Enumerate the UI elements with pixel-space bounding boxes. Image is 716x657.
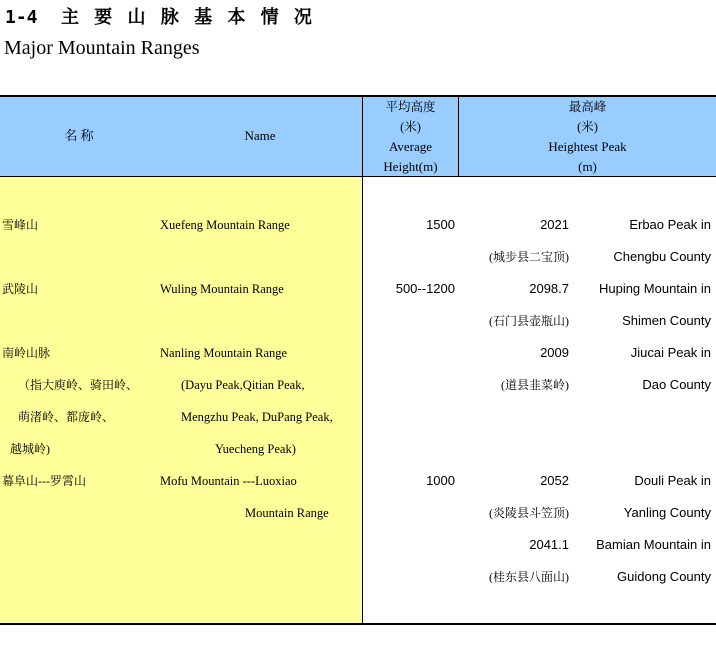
cell-peak-location-cn: (道县韭菜岭): [501, 378, 569, 392]
table-number: 1-4: [5, 7, 38, 28]
cell-peak-name-en: Huping Mountain in: [598, 281, 711, 296]
cell-name-cn: 越城岭): [10, 442, 50, 456]
header-average-height-unit-cn: (米): [400, 120, 421, 134]
header-name-en: Name: [244, 128, 276, 143]
table-line: [0, 273, 716, 305]
table-row: [0, 465, 716, 593]
table-line: [0, 369, 716, 401]
cell-name-en: Nanling Mountain Range: [160, 346, 288, 360]
cell-peak-name-en: Douli Peak in: [634, 473, 711, 488]
header-average-height: [363, 97, 458, 177]
table-line: [0, 497, 716, 529]
cell-name-cn: 南岭山脉: [2, 346, 51, 360]
header-average-height-en: Average: [388, 139, 433, 154]
cell-average-height: 500--1200: [395, 281, 455, 296]
table-body: [0, 209, 716, 593]
cell-peak-height: 2041.1: [529, 537, 569, 552]
cell-name-en: Yuecheng Peak): [215, 442, 296, 456]
cell-peak-location-cn: (桂东县八面山): [489, 570, 569, 584]
cell-peak-height: 2021: [540, 217, 569, 232]
cell-peak-height: 2098.7: [529, 281, 569, 296]
table-line: [0, 209, 716, 241]
cell-peak-name-en: Chengbu County: [613, 249, 711, 264]
cell-peak-height: 2052: [540, 473, 569, 488]
cell-average-height: 1000: [426, 473, 455, 488]
header-highest-peak-unit-en: (m): [578, 159, 597, 174]
cell-peak-location-cn: (炎陵县斗笠顶): [489, 506, 569, 520]
cell-name-cn: 幕阜山---罗霄山: [2, 474, 86, 488]
table-line: [0, 241, 716, 273]
table-row: [0, 209, 716, 273]
cell-peak-name-en: Erbao Peak in: [629, 217, 711, 232]
page-title-en: Major Mountain Ranges: [4, 37, 200, 59]
header-highest-peak-unit-cn: (米): [577, 120, 598, 134]
table-line: [0, 561, 716, 593]
cell-peak-name-en: Dao County: [642, 377, 711, 392]
cell-average-height: 1500: [426, 217, 455, 232]
cell-peak-name-en: Jiucai Peak in: [630, 345, 711, 360]
cell-name-en: (Dayu Peak,Qitian Peak,: [181, 378, 305, 392]
header-highest-peak-cn: 最高峰: [568, 100, 607, 114]
cell-peak-name-en: Shimen County: [622, 313, 711, 328]
cell-name-en: Mofu Mountain ---Luoxiao: [160, 474, 297, 488]
header-highest-peak: [459, 97, 716, 177]
cell-name-en: Wuling Mountain Range: [160, 282, 284, 296]
cell-name-en: Xuefeng Mountain Range: [160, 218, 290, 232]
cell-name-cn: （指大庾岭、骑田岭、: [18, 378, 139, 392]
header-name-cn: 名 称: [64, 128, 94, 143]
header-highest-peak-en: Heightest Peak: [548, 139, 627, 154]
cell-peak-height: 2009: [540, 345, 569, 360]
cell-name-cn: 武陵山: [2, 282, 39, 296]
cell-name-cn: 雪峰山: [2, 218, 39, 232]
table-line: [0, 305, 716, 337]
table-line: [0, 401, 716, 433]
cell-peak-location-cn: (石门县壶瓶山): [489, 314, 569, 328]
table-line: [0, 529, 716, 561]
table-bottom-border: [0, 623, 716, 625]
table-line: [0, 465, 716, 497]
table-line: [0, 337, 716, 369]
table-line: [0, 433, 716, 465]
header-average-height-cn: 平均高度: [385, 100, 436, 114]
cell-name-en: Mengzhu Peak, DuPang Peak,: [181, 410, 333, 424]
header-average-height-unit-en: Height(m): [383, 159, 438, 174]
table-row: [0, 337, 716, 465]
cell-name-cn: 萌渚岭、都庞岭、: [18, 410, 115, 424]
table-row: [0, 273, 716, 337]
cell-peak-name-en: Guidong County: [617, 569, 711, 584]
cell-peak-location-cn: (城步县二宝顶): [489, 250, 569, 264]
page-title-cn: 主 要 山 脉 基 本 情 况: [61, 7, 317, 28]
cell-name-en: Mountain Range: [245, 506, 329, 520]
cell-peak-name-en: Bamian Mountain in: [596, 537, 711, 552]
cell-peak-name-en: Yanling County: [623, 505, 711, 520]
